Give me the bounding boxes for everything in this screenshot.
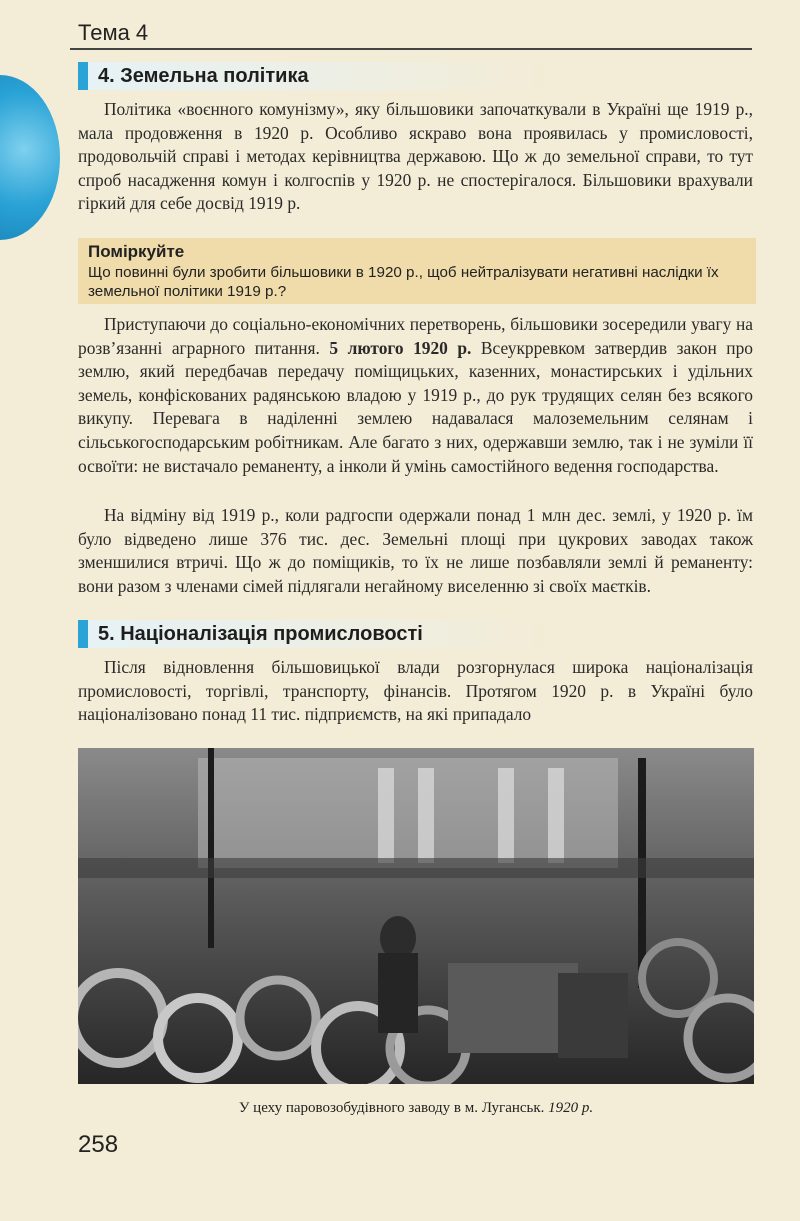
- header-rule: [70, 48, 752, 50]
- section-5-paragraph-1: Після відновлення більшовицької влади розгорнулася широка націоналізація промисловості, торгівлі, транспорту, фінансів. Протягом 1920 р. в Україні було націоналізовано понад 11 тис. підприємств, на які припадало: [78, 657, 753, 725]
- topic-label: Тема 4: [78, 20, 149, 45]
- factory-photo: [78, 748, 754, 1084]
- section-4-paragraph-1: Політика «воєнного комунізму», яку більшовики започаткували в Україні ще 1919 р., мала продовження в 1920 р. Особливо яскраво вона проявилась у промисловості, продовольчій справі і методах керівництва державою. Що ж до земельної справи, то тут спроб насадження комун і колгоспів у 1920 р. не спостерігалося. Більшовики врахували гіркий для себе досвід 1919 р.: [78, 99, 753, 214]
- decorative-tab: [0, 75, 60, 240]
- section-4-paragraph-2: [78, 313, 753, 478]
- page-number: 258: [78, 1131, 119, 1158]
- section-4-heading: [78, 62, 758, 90]
- factory-photo-illustration: [78, 748, 754, 1084]
- section-5-heading: [78, 620, 758, 648]
- caption-year: 1920 р.: [548, 1100, 594, 1116]
- paragraph-2-start: Приступаючи до соціально-економічних перетворень, більшовики зосередили увагу на розв’язанні аграрного питання.: [78, 314, 753, 358]
- date-highlight: 5 лютого 1920 р.: [329, 337, 472, 358]
- heading-accent: [78, 620, 88, 648]
- section-4-paragraph-3: На відміну від 1919 р., коли радгоспи одержали понад 1 млн дес. землі, у 1920 р. їм було відведено лише 376 тис. дес. Земельні площі при цукрових заводах також зменшилися втричі. Що ж до поміщиків, то їх не лише позбавляли землі й реманенту: вони разом з членами сімей підлягали негайному виселенню зі своїх маєтків.: [78, 505, 753, 596]
- think-box: [78, 238, 756, 304]
- caption-text: У цеху паровозобудівного заводу в м. Луганськ.: [238, 1100, 549, 1116]
- think-question: Що повинні були зробити більшовики в 1920 р., щоб нейтралізувати негативні наслідки їх земельної політики 1919 р.?: [88, 264, 719, 300]
- section-5-title: 5. Націоналізація промисловості: [98, 622, 423, 645]
- paragraph-2-rest: Всеукрревком затвердив закон про землю, який передбачав передачу поміщицьких, казенних, монастирських і удільних земель, конфіскованих радянською владою у 1919 р., до рук трудящих селян без всякого викупу. Перевага в наділенні землею надавалася малоземельним селянам і сільськогосподарським робітникам. Але багато з них, одержавши землю, так і не зуміли її освоїти: не вистачало реманенту, а інколи й умінь самостійного ведення господарства.: [78, 337, 753, 476]
- section-4-title: 4. Земельна політика: [98, 64, 309, 87]
- think-title: Поміркуйте: [88, 242, 185, 261]
- photo-caption: [78, 1100, 754, 1117]
- heading-accent: [78, 62, 88, 90]
